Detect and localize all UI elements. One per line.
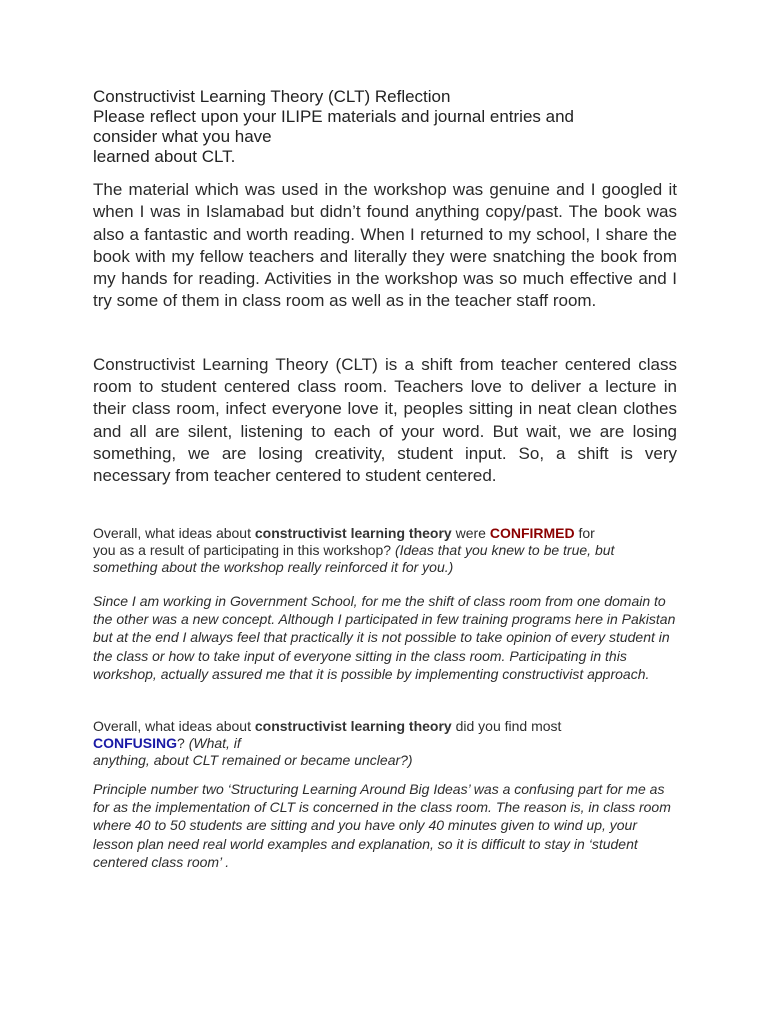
confusing-question-mid: did you find most [451,717,562,734]
confirmed-keyword: CONFIRMED [489,524,575,541]
workshop-material-paragraph: The material which was used in the workshop was genuine and I googled it when I was in Islamabad but didn’t found anything copy/past. The book was also a fantastic and worth reading. When I returned to my school, I share the book with my fellow teachers and literally they were snatching the book from my hands for reading. Activities in the workshop was so much effective and I try some of them in class room as well as in the teacher staff room. [93,180,677,311]
confusing-hint-2: anything, about CLT remained or became unclear?) [93,751,413,768]
confirmed-question-suffix: for [574,524,595,541]
confirmed-hint-2: something about the workshop really reinforced it for you.) [93,558,454,575]
confirmed-question-line2: you as a result of participating in this workshop? [93,541,395,558]
confirmed-question-topic: constructivist learning theory [254,524,452,541]
confirmed-answer: Since I am working in Government School, for me the shift of class room from one domain to the other was a new concept. Although I participated in few training programs here in Pakistan but at the end I always feel that practically it is not possible to take opinion of every student in the class or how to take input of everyone sitting in the class room. Participating in this workshop, actually assured me that it is possible by implementing constructivist approach. [93,592,676,683]
instruction-line-1: Please reflect upon your ILIPE materials and journal entries and [93,107,574,126]
confusing-question-topic: constructivist learning theory [254,717,452,734]
confirmed-question-prefix: Overall, what ideas about [93,524,255,541]
clt-shift-paragraph: Constructivist Learning Theory (CLT) is a shift from teacher centered class room to student centered class room. Teachers love to deliver a lecture in their class room, infect everyone love it, peoples sitting in neat clean clothes and all are silent, listening to each of your word. But wait, we are losing something, we are losing creativity, student input. So, a shift is very necessary from teacher centered to student centered. [93,354,677,486]
confusing-answer: Principle number two ‘Structuring Learning Around Big Ideas’ was a confusing part for me as for as the implementation of CLT is concerned in the class room. The reason is, in class room where 40 to 50 students are sitting and you have only 40 minutes given to wind up, your lesson plan need real world examples and explanation, so it is difficult to stay in ‘student centered class room’ . [93,780,671,871]
instruction-line-2: consider what you have [93,127,272,146]
instruction-line-3: learned about CLT. [93,147,236,166]
confirmed-question [93,525,677,576]
document-page [93,87,677,872]
heading-block [93,87,677,167]
confirmed-hint-1: (Ideas that you knew to be true, but [394,541,615,558]
confirmed-question-mid: were [451,524,490,541]
confusing-keyword: CONFUSING [93,734,177,751]
confusing-question-punct: ? [177,734,189,751]
confusing-question [93,718,677,769]
confusing-question-prefix: Overall, what ideas about [93,717,255,734]
confusing-hint-1: (What, if [188,734,241,751]
document-title: Constructivist Learning Theory (CLT) Reflection [93,87,451,106]
